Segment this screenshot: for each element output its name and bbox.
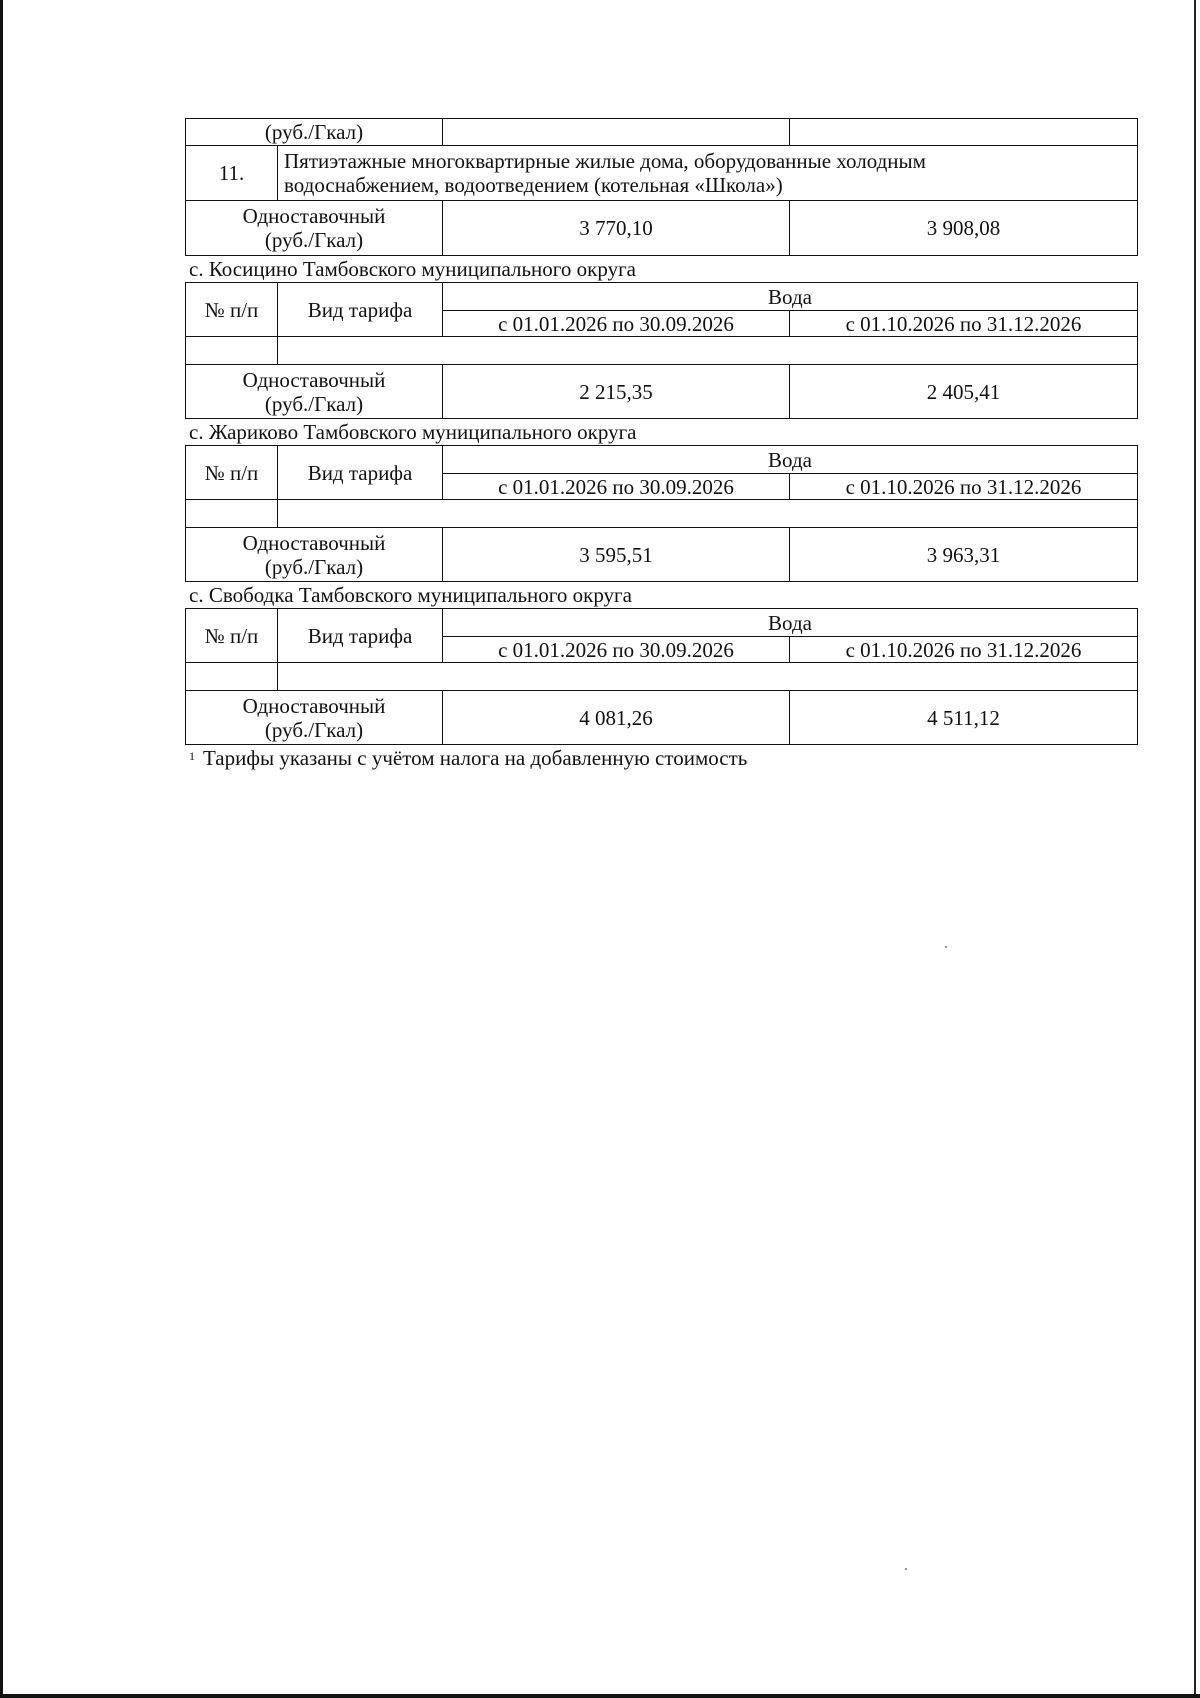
section-caption: с. Жариково Тамбовского муниципального округа: [189, 420, 637, 444]
rate-label-line1: Одноставочный: [242, 693, 386, 718]
header-row: [186, 446, 1138, 474]
empty-cell: [278, 663, 1138, 691]
column-group-header: Вода: [443, 446, 1138, 474]
footnote: [185, 745, 1137, 771]
document-body: [185, 118, 1137, 771]
rate-label-line2: (руб./Гкал): [264, 554, 364, 579]
rate-row: [186, 691, 1138, 745]
column-number-header: № п/п: [186, 609, 278, 663]
tariff-table: [185, 608, 1138, 745]
rate-value-period2: 3 908,08: [790, 201, 1138, 256]
rate-row: [186, 201, 1138, 256]
scan-edge-left: [0, 0, 3, 1698]
scan-speck: [945, 946, 947, 948]
column-type-header: Вид тарифа: [278, 283, 443, 337]
empty-cell: [186, 663, 278, 691]
top-tariff-table: [185, 118, 1138, 256]
item-description-line1: Пятиэтажные многоквартирные жилые дома, оборудованные холодным: [284, 149, 926, 173]
column-group-header: Вода: [443, 283, 1138, 311]
rate-value-period1: 2 215,35: [443, 365, 790, 419]
column-type-header: Вид тарифа: [278, 446, 443, 500]
period1-header: с 01.01.2026 по 30.09.2026: [443, 637, 790, 663]
empty-cell: [186, 500, 278, 528]
scan-edge-right: [1194, 0, 1196, 1698]
tariff-table: [185, 445, 1138, 582]
header-row: [186, 609, 1138, 637]
tariff-table: [185, 282, 1138, 419]
period1-header: с 01.01.2026 по 30.09.2026: [443, 474, 790, 500]
rate-label: [186, 201, 443, 256]
rate-label-line1: Одноставочный: [242, 367, 386, 392]
period2-header: с 01.10.2026 по 31.12.2026: [790, 311, 1138, 337]
empty-row: [186, 663, 1138, 691]
rate-label-line2: (руб./Гкал): [264, 391, 364, 416]
footnote-text: Тарифы указаны с учётом налога на добавленную стоимость: [203, 746, 748, 770]
rate-label-line2: (руб./Гкал): [264, 717, 364, 742]
rate-label-line2: (руб./Гкал): [264, 228, 364, 252]
unit-label: (руб./Гкал): [186, 119, 443, 146]
rate-label: [186, 365, 443, 419]
rate-value-period2: 2 405,41: [790, 365, 1138, 419]
column-type-header: Вид тарифа: [278, 609, 443, 663]
item-number: 11.: [186, 146, 278, 201]
item-row: [186, 146, 1138, 201]
rate-value-period1: 3 595,51: [443, 528, 790, 582]
column-group-header: Вода: [443, 609, 1138, 637]
scan-edge-bottom: [0, 1694, 1200, 1698]
period2-header: с 01.10.2026 по 31.12.2026: [790, 474, 1138, 500]
item-description: [278, 146, 1138, 201]
empty-cell: [186, 337, 278, 365]
rate-label: [186, 691, 443, 745]
unit-value-period1: [443, 119, 790, 146]
column-number-header: № п/п: [186, 283, 278, 337]
empty-cell: [278, 337, 1138, 365]
section-caption: с. Косицино Тамбовского муниципального округа: [189, 257, 636, 281]
empty-cell: [278, 500, 1138, 528]
unit-value-period2: [790, 119, 1138, 146]
empty-row: [186, 337, 1138, 365]
rate-value-period2: 3 963,31: [790, 528, 1138, 582]
rate-row: [186, 528, 1138, 582]
header-row: [186, 283, 1138, 311]
rate-label-line1: Одноставочный: [242, 530, 386, 555]
column-number-header: № п/п: [186, 446, 278, 500]
item-description-line2: водоснабжением, водоотведением (котельная «Школа»): [284, 173, 783, 197]
rate-label-line1: Одноставочный: [242, 204, 386, 228]
empty-row: [186, 500, 1138, 528]
unit-row: [186, 119, 1138, 146]
section-caption: с. Свободка Тамбовского муниципального округа: [189, 583, 632, 607]
rate-row: [186, 365, 1138, 419]
period2-header: с 01.10.2026 по 31.12.2026: [790, 637, 1138, 663]
period1-header: с 01.01.2026 по 30.09.2026: [443, 311, 790, 337]
rate-label: [186, 528, 443, 582]
rate-value-period1: 4 081,26: [443, 691, 790, 745]
rate-value-period2: 4 511,12: [790, 691, 1138, 745]
rate-value-period1: 3 770,10: [443, 201, 790, 256]
footnote-marker: 1: [189, 749, 195, 763]
scan-speck: [905, 1568, 907, 1570]
